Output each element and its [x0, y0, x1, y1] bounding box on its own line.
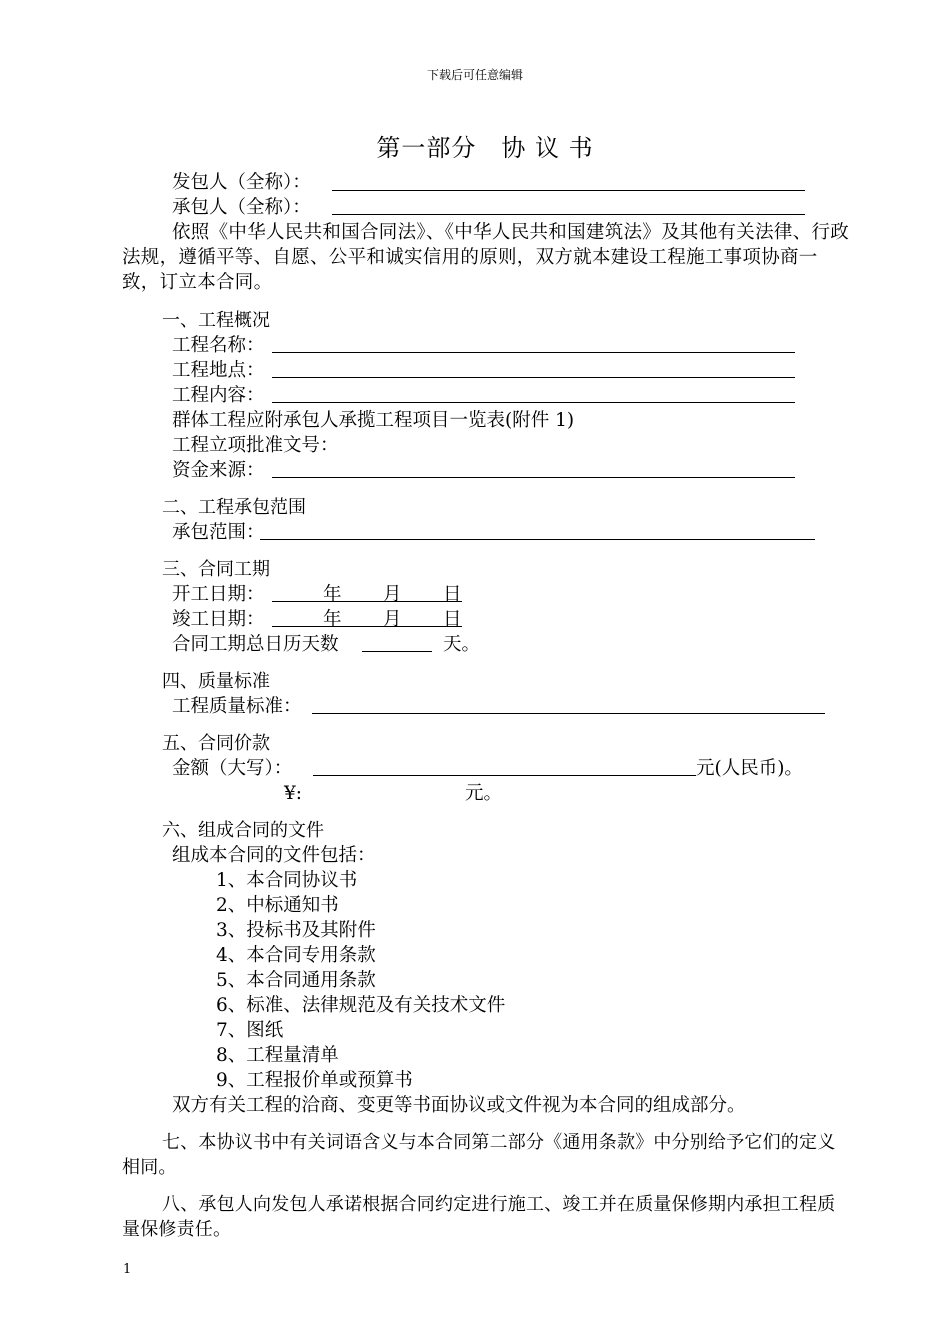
project-location-label: 工程地点： [172, 360, 265, 381]
end-day-unit: 日 [443, 609, 462, 630]
group-project-note: 群体工程应附承包人承揽工程项目一览表(附件 1) [172, 410, 575, 431]
section-5-heading: 五、合同价款 [162, 733, 270, 754]
documents-intro: 组成本合同的文件包括： [172, 845, 376, 866]
document-title: 第一部分 协 议 书 [376, 134, 594, 162]
document-item: 2、中标通知书 [216, 895, 339, 916]
funding-source-label: 资金来源： [172, 460, 265, 481]
section-8-paragraph: 八、承包人向发包人承诺根据合同约定进行施工、竣工并在质量保修期内承担工程质量保修责任。 [122, 1194, 836, 1240]
start-date-blank[interactable] [272, 601, 462, 602]
total-days-blank[interactable] [362, 651, 432, 652]
yen-label: ¥: [284, 783, 303, 804]
document-item: 6、标准、法律规范及有关技术文件 [216, 995, 506, 1016]
page-number: 1 [123, 1262, 132, 1277]
document-item: 5、本合同通用条款 [216, 970, 376, 991]
project-content-label: 工程内容： [172, 385, 265, 406]
document-item: 3、投标书及其附件 [216, 920, 376, 941]
document-item: 4、本合同专用条款 [216, 945, 376, 966]
scope-label: 承包范围： [172, 522, 265, 543]
document-item: 1、本合同协议书 [216, 870, 358, 891]
amount-label: 金额（大写）： [172, 758, 293, 779]
section-2-heading: 二、工程承包范围 [162, 497, 306, 518]
document-item: 8、工程量清单 [216, 1045, 339, 1066]
section-7-paragraph: 七、本协议书中有关词语含义与本合同第二部分《通用条款》中分别给予它们的定义相同。 [122, 1132, 836, 1178]
start-month-unit: 月 [383, 584, 402, 605]
start-day-unit: 日 [443, 584, 462, 605]
project-content-blank[interactable] [272, 402, 795, 403]
funding-source-blank[interactable] [272, 477, 795, 478]
project-location-blank[interactable] [272, 377, 795, 378]
documents-closing: 双方有关工程的洽商、变更等书面协议或文件视为本合同的组成部分。 [172, 1095, 746, 1116]
section-4-heading: 四、质量标准 [162, 671, 270, 692]
employer-blank[interactable] [332, 190, 805, 191]
total-days-suffix: 天。 [443, 634, 481, 655]
yuan-suffix: 元。 [465, 783, 503, 804]
scope-blank[interactable] [260, 539, 815, 540]
contractor-label: 承包人（全称）： [172, 197, 311, 218]
employer-label: 发包人（全称）： [172, 172, 311, 193]
start-year-unit: 年 [323, 584, 342, 605]
section-1-heading: 一、工程概况 [162, 310, 270, 331]
end-month-unit: 月 [383, 609, 402, 630]
document-item: 9、工程报价单或预算书 [216, 1070, 413, 1091]
section-6-heading: 六、组成合同的文件 [162, 820, 324, 841]
total-days-label: 合同工期总日历天数 [172, 634, 339, 655]
intro-paragraph: 依照《中华人民共和国合同法》、《中华人民共和国建筑法》及其他有关法律、行政法规，遵循平等、自愿、公平和诚实信用的原则，双方就本建设工程施工事项协商一致，订立本合同。 [122, 222, 850, 293]
quality-standard-label: 工程质量标准： [172, 696, 302, 717]
amount-blank[interactable] [313, 775, 696, 776]
end-date-label: 竣工日期： [172, 609, 265, 630]
quality-standard-blank[interactable] [312, 713, 825, 714]
page-header-note: 下载后可任意编辑 [426, 68, 523, 82]
end-date-blank[interactable] [272, 626, 462, 627]
project-name-label: 工程名称： [172, 335, 265, 356]
project-name-blank[interactable] [272, 352, 795, 353]
approval-number-label: 工程立项批准文号： [172, 435, 339, 456]
section-3-heading: 三、合同工期 [162, 559, 270, 580]
amount-suffix: 元(人民币)。 [696, 758, 803, 779]
document-item: 7、图纸 [216, 1020, 284, 1041]
end-year-unit: 年 [323, 609, 342, 630]
start-date-label: 开工日期： [172, 584, 265, 605]
contractor-blank[interactable] [332, 214, 805, 215]
